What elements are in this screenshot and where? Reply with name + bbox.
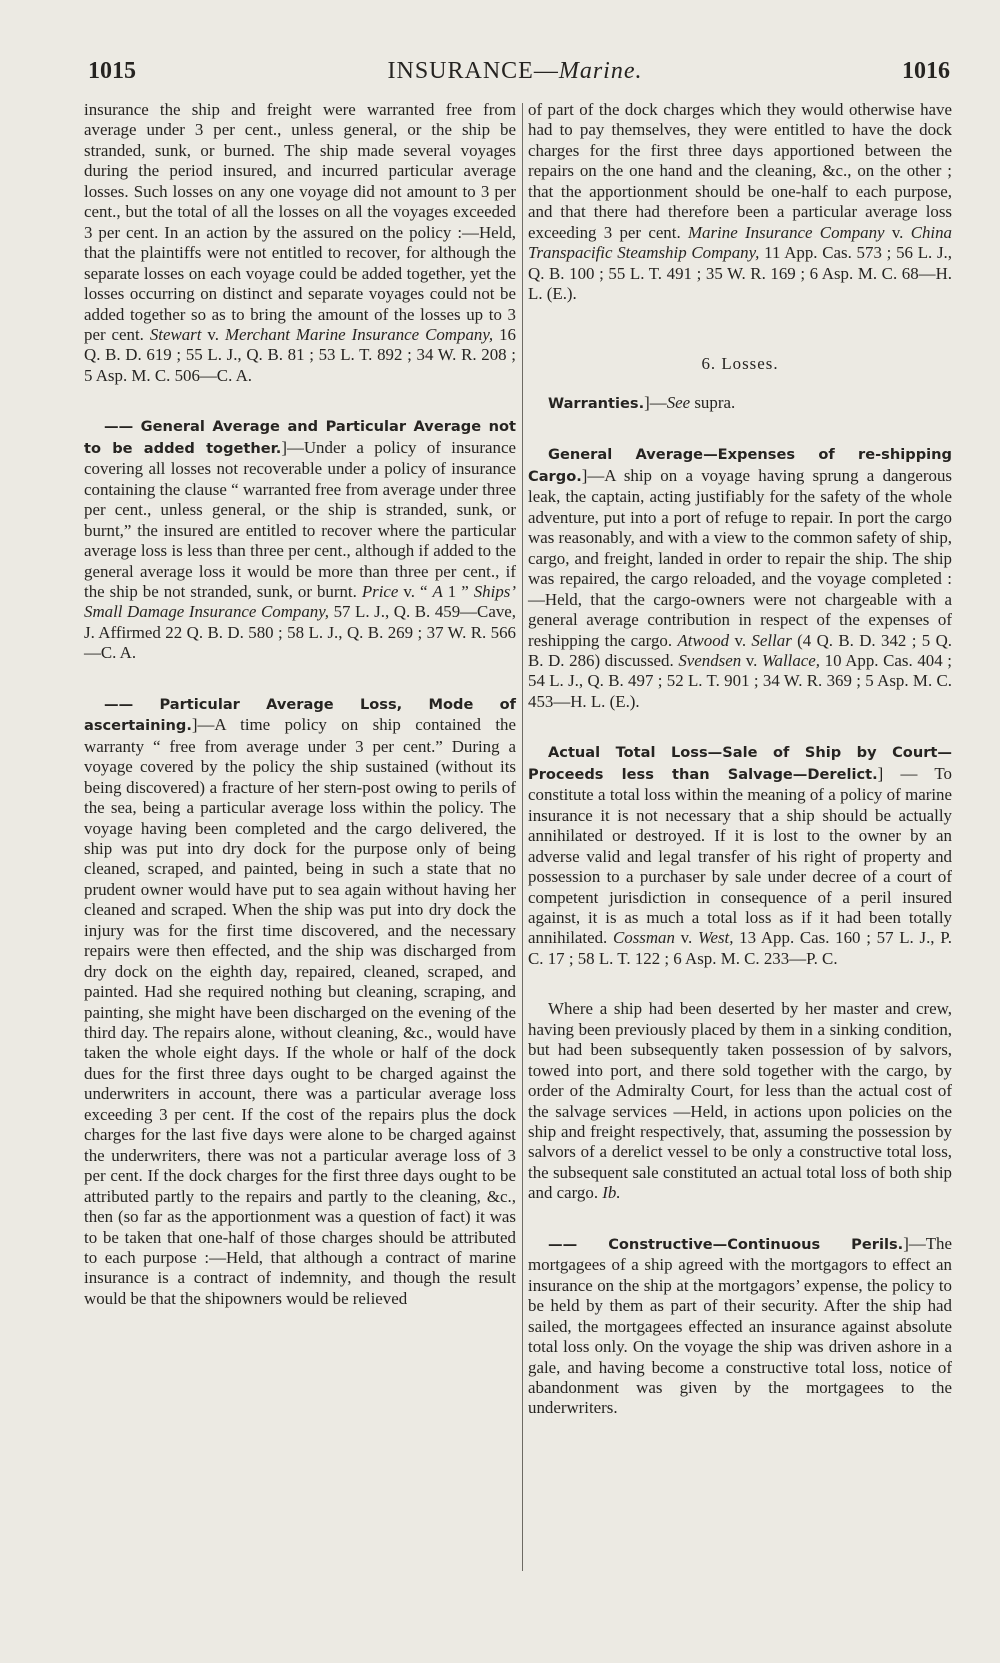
entry-heading: —— Particular Average Loss, Mode of ascertaining. — [84, 695, 516, 735]
case-name: Stewart — [149, 324, 202, 344]
case-name: Price — [361, 581, 399, 601]
page-number-right: 1016 — [902, 58, 950, 84]
running-title-main: INSURANCE — [387, 58, 534, 84]
case-name: Ib. — [602, 1183, 621, 1203]
case-name: Ships’ Small Damage Insurance Company, — [84, 581, 516, 622]
paragraph: General Average—Expenses of re-shipping Cargo.]—A ship on a voyage having sprung a dangerous leak, the captain, acting justifiably for the safety of the whole adventure, put into a port of refuge to repair. In port the cargo was reasonably, and with a view to the common safety of ship, cargo, and freight, landed in order to repair the ship. The ship was repaired, the cargo reloaded, and the voyage completed :—Held, that the cargo-owners were not chargeable with a general average contribution in respect of the expenses of reshipping the cargo. Atwood v. Sellar (4 Q. B. D. 342 ; 5 Q. B. D. 286) discussed. Svendsen v. Wallace, 10 App. Cas. 404 ; 54 L. J., Q. B. 497 ; 52 L. T. 901 ; 34 W. R. 369 ; 5 Asp. M. C. 453—H. L. (E.). — [528, 446, 952, 711]
running-title — [80, 58, 950, 85]
citation: 10 App. Cas. 404 ; 54 L. J., Q. B. 497 ; 52 L. T. 901 ; 34 W. R. 369 ; 5 Asp. M. C. 453—H. L. (E.). — [528, 650, 952, 711]
running-subtitle: Marine. — [558, 58, 643, 84]
case-name: Sellar — [751, 630, 792, 650]
citation: 16 Q. B. D. 619 ; 55 L. J., Q. B. 81 ; 53 L. T. 892 ; 34 W. R. 208 ; 5 Asp. M. C. 506—C. A. — [84, 324, 516, 385]
column-divider — [522, 103, 523, 1571]
paragraph: Actual Total Loss—Sale of Ship by Court—Proceeds less than Salvage—Derelict.] — To constitute a total loss within the meaning of a policy of marine insurance it is not necessary that a ship should be actually annihilated or destroyed. If it is lost to the owner by an adverse valid and legal transfer of his right of property and possession to a purchaser by sale under decree of a court of competent jurisdiction in consequence of a peril insured against, it is as much a total loss as if it had been totally annihilated. Cossman v. West, 13 App. Cas. 160 ; 57 L. J., P. C. 17 ; 58 L. T. 122 ; 6 Asp. M. C. 233—P. C. — [528, 744, 952, 968]
entry-heading: Actual Total Loss—Sale of Ship by Court—Proceeds less than Salvage—Derelict. — [528, 744, 952, 783]
right-column — [528, 100, 952, 1419]
case-name: Atwood — [677, 630, 730, 650]
running-title-dash: — — [533, 58, 559, 84]
paragraph: Warranties.]—See supra. — [548, 392, 736, 412]
left-column — [84, 100, 516, 1309]
paragraph: Where a ship had been deserted by her master and crew, having been previously placed by them in a sinking condition, but had been subsequently taken possession of by salvors, towed into port, and there sold together with the cargo, by order of the Admiralty Court, for less than the actual cost of the salvage services —Held, in actions upon policies on the ship and freight respectively, that, assuming the possession by salvors of a derelict vessel to be only a constructive total loss, the subsequent sale constituted an actual total loss of both ship and cargo. Ib. — [528, 999, 952, 1203]
case-name: Marine Insurance Company — [687, 222, 885, 242]
citation: 13 App. Cas. 160 ; 57 L. J., P. C. 17 ; 58 L. T. 122 ; 6 Asp. M. C. 233—P. C. — [528, 928, 952, 968]
paragraph: —— Constructive—Continuous Perils.]—The mortgagees of a ship agreed with the mortgagors to effect an insurance on the ship at the mortgagors’ expense, the policy to be held by them as part of their security. After the ship had sailed, the mortgagees effected an insurance against absolute total loss only. On the voyage the ship was driven ashore in a gale, and having become a constructive total loss, notice of abandonment was given by the mortgagees to the underwriters. — [528, 1233, 952, 1418]
paragraph: —— General Average and Particular Average not to be added together.]—Under a policy of insurance covering all losses not recoverable under a policy of insurance containing the clause “ warranted free from average under three per cent., unless general, or the ship is stranded, sunk, or burnt,” the insured are entitled to recover where the particular average loss is less than three per cent., although if added to the general average loss it would be more than three per cent., if the ship be not stranded, sunk, or burnt. Price v. “ A 1 ” Ships’ Small Damage Insurance Company, 57 L. J., Q. B. 459—Cave, J. Affirmed 22 Q. B. D. 580 ; 58 L. J., Q. B. 269 ; 37 W. R. 566—C. A. — [84, 418, 516, 663]
citation: 11 App. Cas. 573 ; 56 L. J., Q. B. 100 ; 55 L. T. 491 ; 35 W. R. 169 ; 6 Asp. M. C. 68—H. L. (E.). — [528, 243, 952, 304]
entry-heading: —— General Average and Particular Average not to be added together. — [84, 418, 516, 457]
page-header — [80, 58, 950, 92]
case-name: West, — [697, 928, 734, 948]
page-number-left: 1015 — [88, 58, 136, 84]
case-name: Merchant Marine Insurance Company, — [224, 324, 494, 344]
entry-heading: —— Constructive—Continuous Perils. — [548, 1235, 904, 1253]
paragraph: insurance the ship and freight were warranted free from average under 3 per cent., unless general, or the ship be stranded, sunk, or burned. The ship made several voyages during the period insured, and incurred particular average losses. Such losses on any one voyage did not amount to 3 per cent., but the total of all the losses on all the voyages exceeded 3 per cent. In an action by the assured on the policy :—Held, that the plaintiffs were not entitled to recover, for although the separate losses on each voyage could be added together, yet the losses occurring on distinct and separate voyages could not be added together so as to bring the amount of the losses up to 3 per cent. Stewart v. Merchant Marine Insurance Company, 16 Q. B. D. 619 ; 55 L. J., Q. B. 81 ; 53 L. T. 892 ; 34 W. R. 208 ; 5 Asp. M. C. 506—C. A. — [84, 100, 516, 385]
section-heading: 6. Losses. — [701, 353, 779, 373]
entry-heading: General Average—Expenses of re-shipping Cargo. — [528, 446, 952, 485]
paragraph: —— Particular Average Loss, Mode of ascertaining.]—A time policy on ship contained the warranty “ free from average under 3 per cent.” During a voyage covered by the policy the ship sustained (without its being discovered) a fracture of her stern-post owing to perils of the sea, being a particular average loss within the policy. The voyage having been completed and the cargo delivered, the ship was put into dry dock for the purpose only of being cleaned, scraped, and painted, being in such a state that no prudent owner would have put to sea again without having her cleaned and scraped. When the ship was put into dry dock the injury was for the first time discovered, and the necessary repairs were then effected, and the ship was discharged from dry dock on the eighth day, repaired, cleaned, scraped, and painted. Had she required nothing but cleaning, scraping, and painting, she might have been discharged on the evening of the third day. The repairs alone, without cleaning, &c., would have taken the whole eight days. If the whole or half of the dock dues for the first three days ought to be charged against the underwriters in account, there was a particular average loss exceeding 3 per cent. If the cost of the repairs plus the dock charges for the last five days were alone to be charged against the underwriters, there was not a particular average loss of 3 per cent. If the dock charges for the first three days ought to be attributed partly to the repairs and partly to the cleaning, &c., then (so far as the apportionment was a question of fact) it was to be taken that one-half of those charges should be attributed to each purpose :—Held, that although a contract of marine insurance is a contract of indemnity, and though the result would be that the shipowners would be relieved — [84, 695, 516, 1308]
entry-heading: Warranties. — [548, 394, 645, 412]
case-name: China Transpacific Steamship Company, — [528, 222, 952, 263]
citation: 57 L. J., Q. B. 459—Cave, J. Affirmed 22 Q. B. D. 580 ; 58 L. J., Q. B. 269 ; 37 W. R. 566—C. A. — [84, 602, 516, 663]
case-name: Cossman — [612, 928, 675, 948]
case-name: Svendsen — [678, 650, 742, 670]
paragraph: of part of the dock charges which they would otherwise have had to pay themselves, they were entitled to have the dock charges for the first three days apportioned between the repairs on the one hand and the cleaning, &c., on the other ; that the apportionment should be one-half to each purpose, and that there had therefore been a particular average loss exceeding 3 per cent. Marine Insurance Company v. China Transpacific Steamship Company, 11 App. Cas. 573 ; 56 L. J., Q. B. 100 ; 55 L. T. 491 ; 35 W. R. 169 ; 6 Asp. M. C. 68—H. L. (E.). — [528, 100, 952, 304]
case-name: Wallace, — [762, 650, 821, 670]
